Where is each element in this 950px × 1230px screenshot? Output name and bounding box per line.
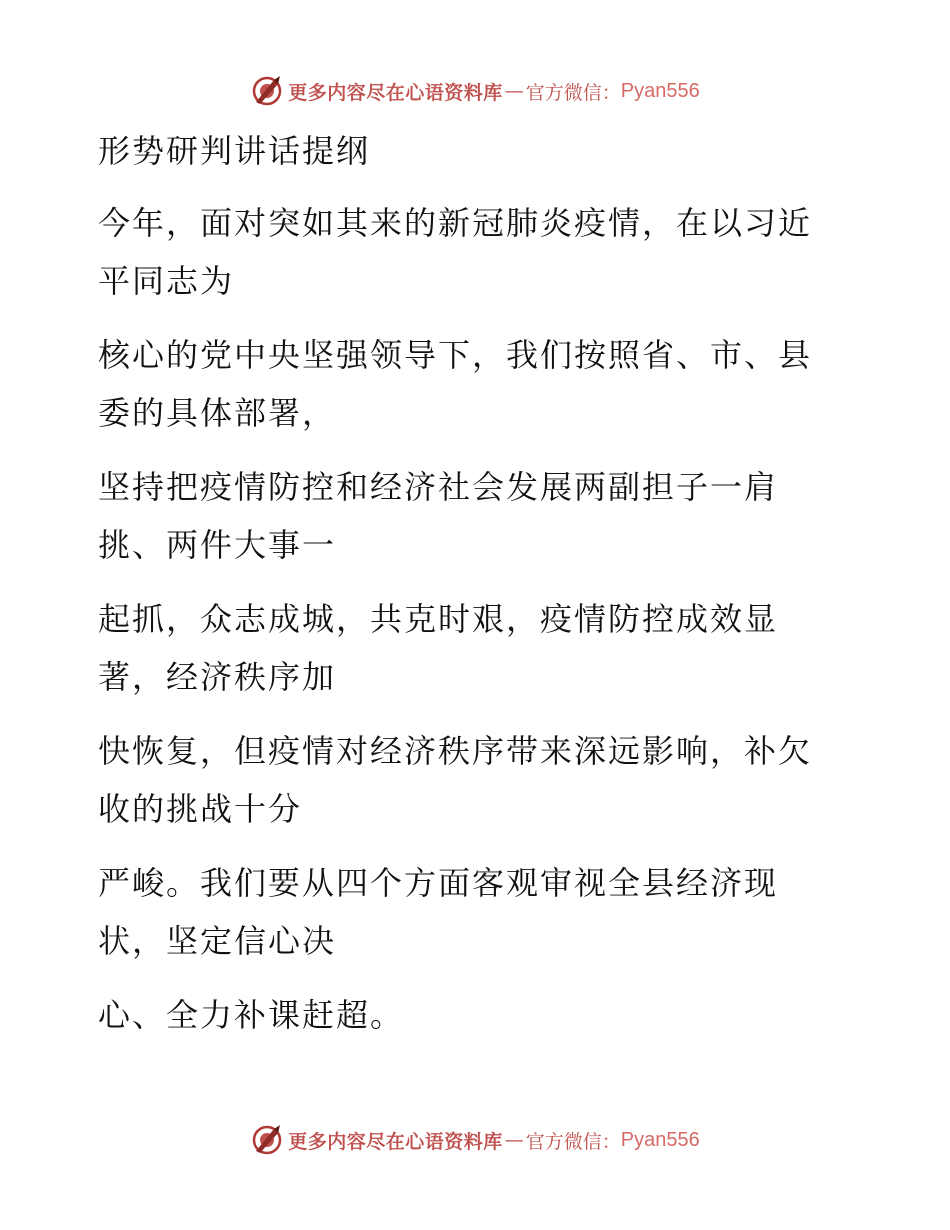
document-body: [98, 122, 838, 1060]
paragraph-line: 心、全力补课赶超。: [98, 996, 405, 1034]
paragraph-line: 委的具体部署，: [98, 394, 337, 432]
paragraph-line: 核心的党中央坚强领导下，我们按照省、市、县: [98, 336, 813, 374]
paragraph-line: 严峻。我们要从四个方面客观审视全县经济现: [98, 864, 779, 902]
paragraph: [98, 326, 838, 442]
paragraph: [98, 854, 838, 970]
header-watermark: [0, 71, 950, 111]
paragraph-line: 著，经济秩序加: [98, 658, 337, 696]
watermark-site-text: 更多内容尽在心语资料库: [288, 1130, 503, 1153]
footer-watermark: [0, 1120, 950, 1160]
paragraph-line: 挑、两件大事一: [98, 526, 337, 564]
watermark-wechat-label: 官方微信：: [525, 1130, 621, 1153]
watermark-dash: —: [504, 1129, 524, 1151]
watermark-wechat-id: Pyan556: [620, 79, 700, 102]
paragraph-line: 平同志为: [98, 262, 235, 300]
watermark-wechat-label: 官方微信：: [525, 81, 621, 104]
paragraph-line: 快恢复，但疫情对经济秩序带来深远影响，补欠: [98, 732, 813, 770]
paragraph-line: 今年，面对突如其来的新冠肺炎疫情，在以习近: [98, 204, 813, 242]
watermark-site-text: 更多内容尽在心语资料库: [288, 81, 503, 104]
paragraph: [98, 722, 838, 838]
pen-logo-icon: [250, 1123, 284, 1157]
watermark-dash: —: [504, 80, 524, 102]
paragraph-line: 收的挑战十分: [98, 790, 303, 828]
paragraph: [98, 458, 838, 574]
paragraph: [98, 590, 838, 706]
paragraph-line: 起抓，众志成城，共克时艰，疫情防控成效显: [98, 600, 779, 638]
pen-logo-icon: [250, 74, 284, 108]
paragraph-line: 坚持把疫情防控和经济社会发展两副担子一肩: [98, 468, 779, 506]
document-title: 形势研判讲话提纲: [98, 132, 371, 170]
paragraph: [98, 194, 838, 310]
paragraph: [98, 986, 838, 1044]
watermark-wechat-id: Pyan556: [620, 1128, 700, 1151]
paragraph-line: 状，坚定信心决: [98, 922, 337, 960]
